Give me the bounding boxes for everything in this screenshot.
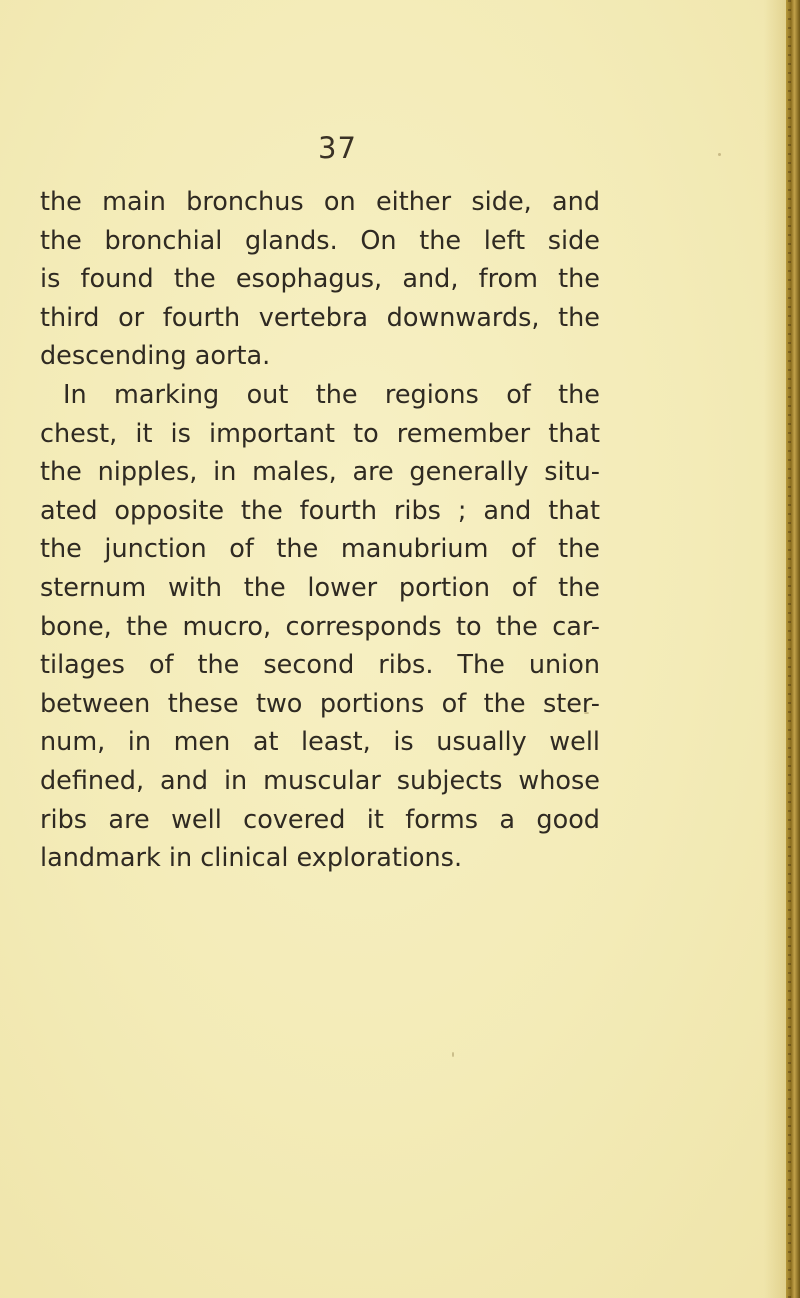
paper-fleck [718, 153, 721, 156]
body-text [40, 183, 600, 878]
text-line: ribs are well covered it forms a good [40, 804, 600, 835]
book-page-edge [786, 0, 800, 1298]
page-number: 37 [318, 131, 357, 165]
text-line: is found the esophagus, and, from the [40, 264, 600, 295]
text-line: ated opposite the fourth ribs ; and that [40, 495, 600, 526]
text-line: third or fourth vertebra downwards, the [40, 302, 600, 333]
text-line: In marking out the regions of the [63, 379, 600, 410]
text-line: sternum with the lower portion of the [40, 572, 600, 603]
text-line: landmark in clinical explorations. [40, 843, 463, 874]
text-line: the junction of the manubrium of the [40, 534, 600, 565]
paper-fleck [452, 1052, 454, 1057]
text-line: the bronchial glands. On the left side [40, 225, 600, 256]
text-line: between these two portions of the ster- [40, 688, 600, 719]
text-line: the nipples, in males, are generally situ- [40, 457, 600, 488]
text-line: descending aorta. [40, 341, 271, 372]
text-line: defined, and in muscular subjects whose [40, 765, 600, 796]
text-line: chest, it is important to remember that [40, 418, 600, 449]
text-line: num, in men at least, is usually well [40, 727, 600, 758]
page-edge-shadow [764, 0, 786, 1298]
text-line: the main bronchus on either side, and [40, 187, 600, 217]
text-line: bone, the mucro, corresponds to the car- [40, 611, 600, 642]
text-line: tilages of the second ribs. The union [40, 650, 600, 681]
